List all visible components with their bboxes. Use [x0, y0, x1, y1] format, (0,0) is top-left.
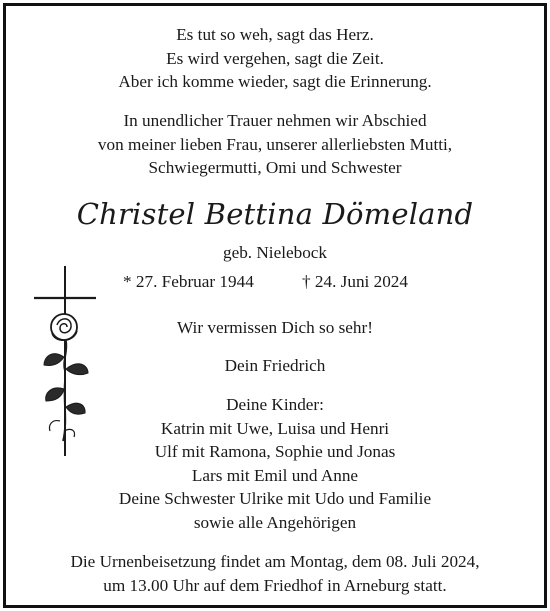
family-line: Deine Schwester Ulrike mit Udo und Familie — [118, 489, 432, 508]
funeral-info — [6, 550, 544, 597]
message: Wir vermissen Dich so sehr! — [177, 318, 373, 337]
death-date: † 24. Juni 2024 — [302, 272, 408, 291]
intro-line: von meiner lieben Frau, unserer allerliebsten Mutti, — [97, 134, 453, 154]
poem-line: Es wird vergehen, sagt die Zeit. — [166, 48, 384, 68]
obituary-notice — [3, 3, 547, 608]
family-line: Deine Kinder: — [226, 395, 324, 414]
husband-block — [6, 354, 544, 378]
poem-line: Es tut so weh, sagt das Herz. — [176, 25, 374, 44]
deceased-name: Christel Bettina Dömeland — [76, 197, 474, 231]
family-line: sowie alle Angehörigen — [193, 512, 357, 532]
poem — [6, 23, 544, 94]
husband-signature: Dein Friedrich — [224, 356, 326, 375]
intro-line: Schwiegermutti, Omi und Schwester — [148, 158, 402, 177]
funeral-line: Die Urnenbeisetzung findet am Montag, dem 08. Juli 2024, — [70, 552, 480, 571]
message-block — [6, 316, 544, 340]
intro-line: In unendlicher Trauer nehmen wir Abschied — [123, 111, 427, 130]
family-list — [6, 393, 544, 534]
intro-text — [6, 109, 544, 180]
birth-date: * 27. Februar 1944 — [123, 272, 254, 291]
poem-line: Aber ich komme wieder, sagt die Erinnerung. — [118, 72, 432, 91]
funeral-line: um 13.00 Uhr auf dem Friedhof in Arneburg statt. — [103, 575, 447, 595]
deceased-name-block — [6, 197, 544, 231]
maiden-name: geb. Nielebock — [222, 243, 328, 262]
family-line: Lars mit Emil und Anne — [191, 465, 359, 485]
family-line: Katrin mit Uwe, Luisa und Henri — [160, 418, 390, 438]
family-line: Ulf mit Ramona, Sophie und Jonas — [154, 442, 396, 461]
